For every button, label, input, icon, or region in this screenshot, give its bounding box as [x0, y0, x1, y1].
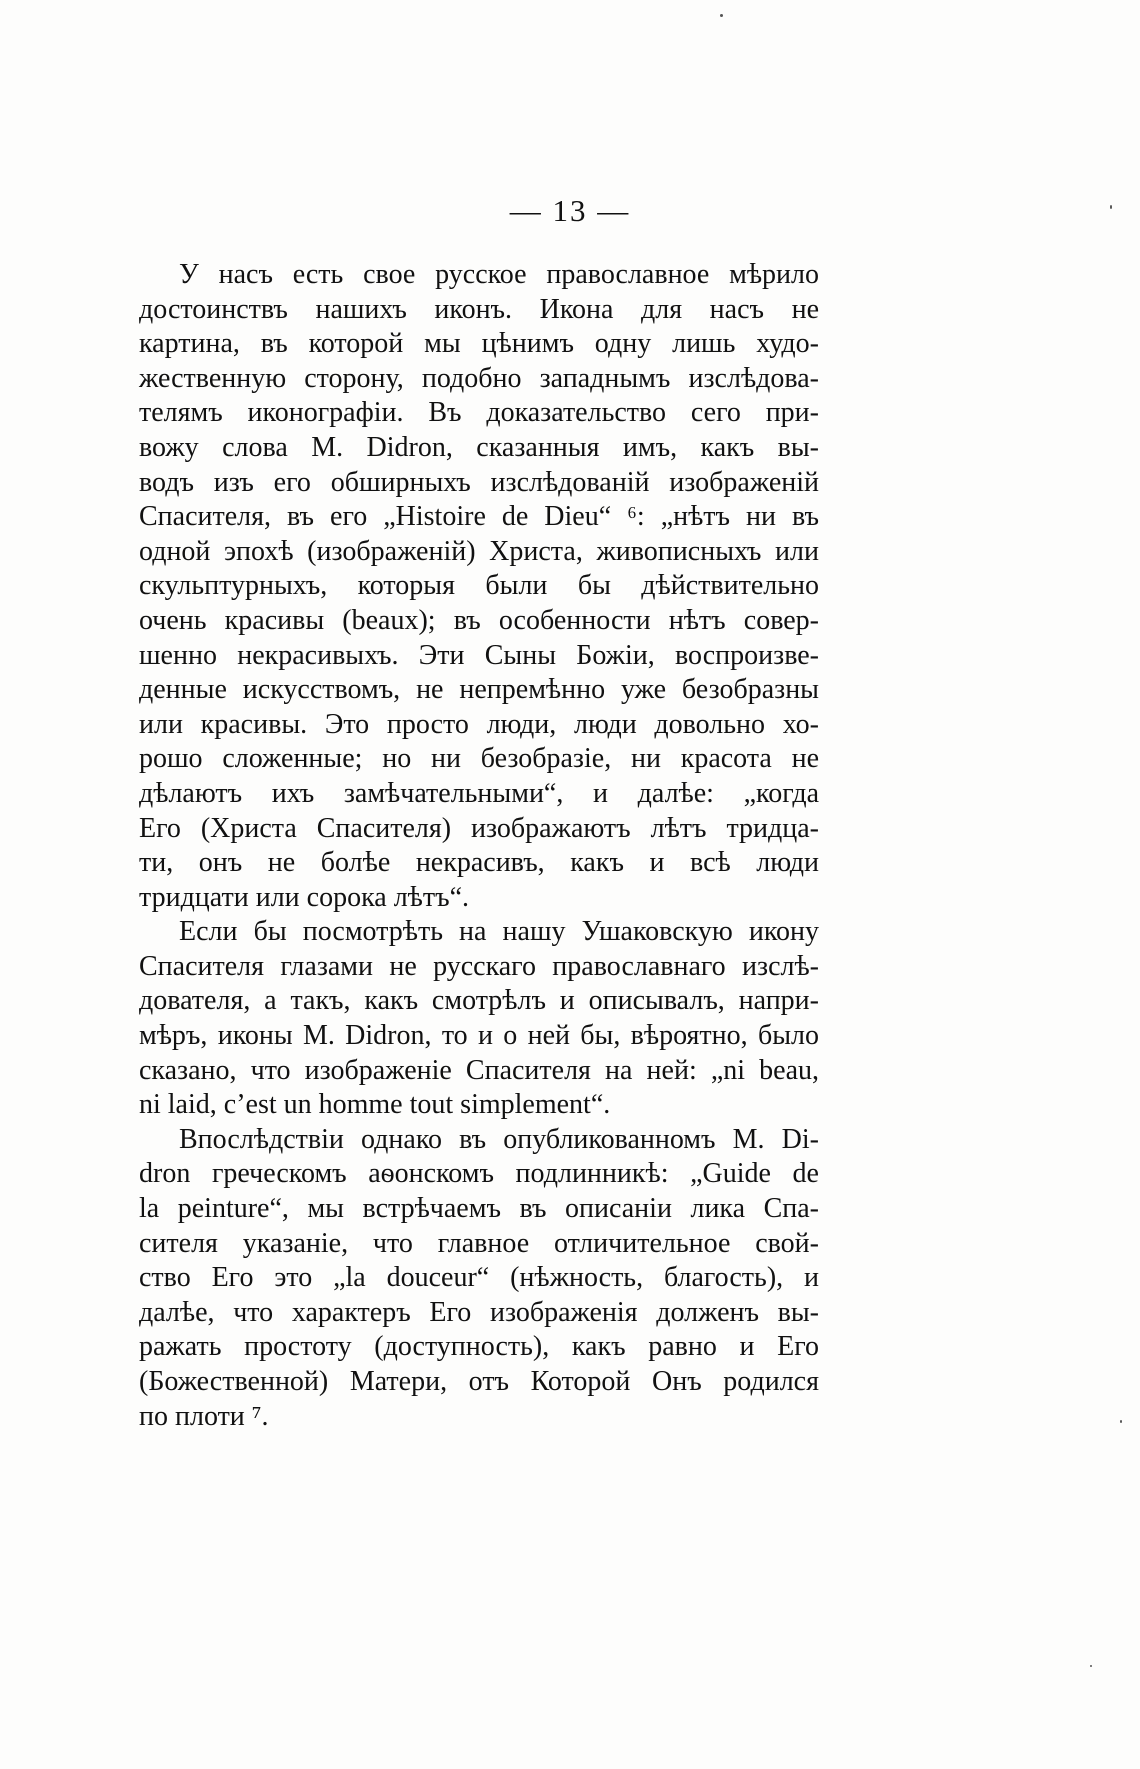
- text-line: картина, въ которой мы цѣнимъ одну лишь худо-: [139, 328, 819, 360]
- text-line: Спасителя глазами не русскаго православнаго изслѣ-: [139, 950, 819, 982]
- text-line: сителя указаніе, что главное отличительное свой-: [139, 1227, 819, 1259]
- text-line: (Божественной) Матери, отъ Которой Онъ родился: [139, 1366, 819, 1397]
- scan-speck: [1120, 1420, 1122, 1423]
- text-line: сказано, что изображеніе Спасителя на ней: „ni beau,: [139, 1054, 819, 1086]
- text-line: дѣлаютъ ихъ замѣчательными“, и далѣе: „когда: [139, 777, 819, 809]
- paragraph-3: [99, 1123, 819, 1434]
- text-line: очень красивы (beaux); въ особенности нѣтъ совер-: [139, 604, 819, 636]
- text-line: достоинствъ нашихъ иконъ. Икона для насъ не: [139, 293, 819, 325]
- text-line: или красивы. Это просто люди, люди довольно хо-: [139, 708, 819, 740]
- text-line: Если бы посмотрѣть на нашу Ушаковскую икону: [179, 916, 819, 948]
- text-line: la peinture“, мы встрѣчаемъ въ описаніи лика Спа-: [139, 1193, 819, 1225]
- text-line: ство Его это „la douceur“ (нѣжность, благость), и: [139, 1262, 819, 1294]
- text-line: мѣръ, иконы М. Didron, то и о ней бы, вѣроятно, было: [139, 1020, 819, 1052]
- text-line: dron греческомъ аѳонскомъ подлинникѣ: „Guide de: [139, 1158, 819, 1190]
- text-line: по плоти ⁷.: [139, 1400, 269, 1432]
- scan-speck: [720, 14, 723, 17]
- paragraph-1: [99, 258, 819, 915]
- text-line: телямъ иконографіи. Въ доказательство сего при-: [139, 397, 819, 429]
- paragraph-2: [99, 915, 819, 1123]
- text-line: У насъ есть свое русское православное мѣрило: [179, 259, 819, 290]
- text-line: Впослѣдствіи однако въ опубликованномъ М. Di-: [179, 1123, 819, 1155]
- page-number: — 13 —: [509, 193, 631, 228]
- text-line: жественную сторону, подобно западнымъ изслѣдова-: [139, 362, 819, 394]
- scan-speck: [1090, 1665, 1092, 1667]
- text-line: дователя, а такъ, какъ смотрѣлъ и описывалъ, напри-: [139, 985, 819, 1017]
- text-line: тридцати или сорока лѣтъ“.: [139, 881, 470, 913]
- text-line: рошо сложенные; но ни безобразіе, ни красота не: [139, 743, 819, 775]
- scan-speck: [1110, 205, 1112, 209]
- text-line: одной эпохѣ (изображеній) Христа, живописныхъ или: [139, 535, 819, 567]
- text-line: шенно некрасивыхъ. Эти Сыны Божіи, воспроизве-: [139, 639, 819, 671]
- text-line: водъ изъ его обширныхъ изслѣдованій изображеній: [139, 466, 819, 498]
- text-line: скульптурныхъ, которыя были бы дѣйствительно: [139, 570, 819, 602]
- text-line: Его (Христа Спасителя) изображаютъ лѣтъ тридца-: [139, 812, 819, 844]
- text-line: ni laid, c’est un homme tout simplement“.: [139, 1089, 611, 1121]
- text-line: ти, онъ не болѣе некрасивъ, какъ и всѣ люди: [139, 847, 819, 879]
- text-line: ражать простоту (доступность), какъ равно и Его: [139, 1331, 819, 1363]
- text-line: Спасителя, въ его „Histoire de Dieu“ ⁶: „нѣтъ ни въ: [139, 501, 819, 533]
- text-line: денные искусствомъ, не непремѣнно уже безобразны: [139, 674, 819, 706]
- body-text: [99, 258, 819, 1434]
- text-line: вожу слова М. Didron, сказанныя имъ, какъ вы-: [139, 431, 819, 463]
- text-line: далѣе, что характеръ Его изображенія долженъ вы-: [139, 1296, 819, 1328]
